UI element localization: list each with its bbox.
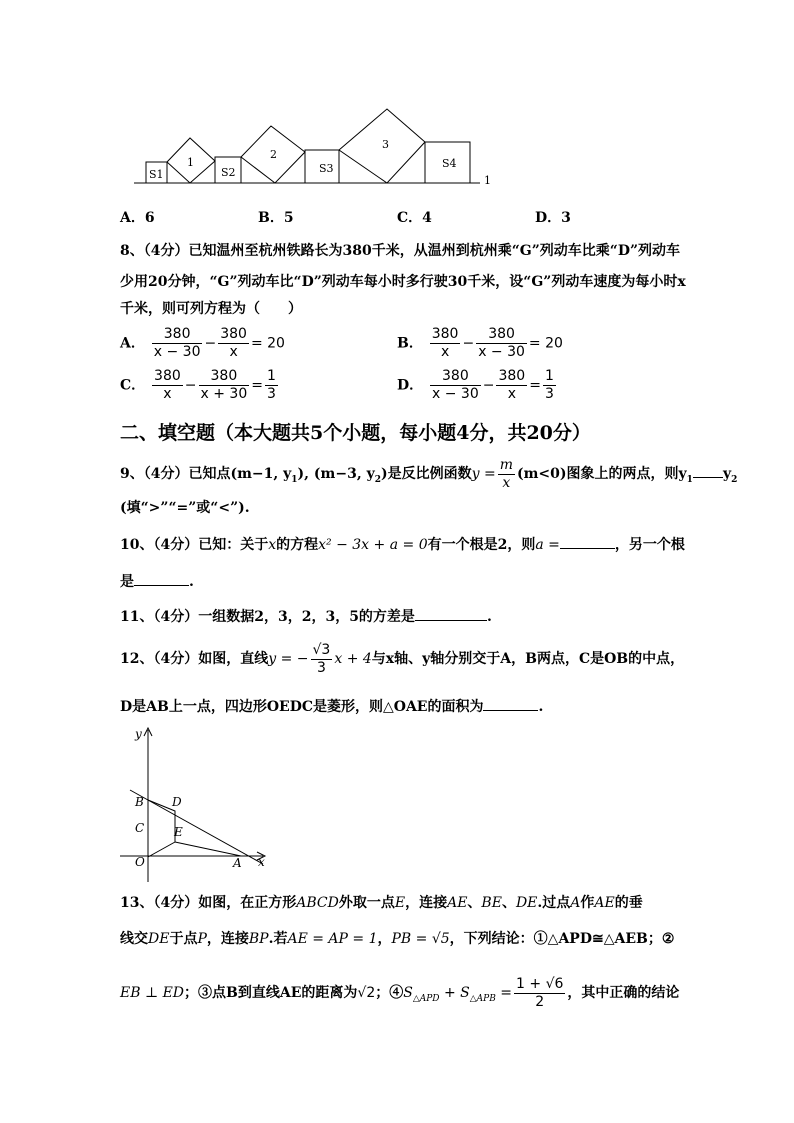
- axis-y-label: y: [135, 727, 142, 741]
- label-3: 3: [382, 138, 389, 151]
- q10-line2: 是 .: [120, 571, 194, 592]
- q9-line2: (填“>”“=”或“<”).: [120, 500, 250, 516]
- label-s3: S3: [319, 162, 334, 175]
- section-2-heading: 二、填空题（本大题共5个小题，每小题4分，共20分）: [120, 422, 591, 444]
- squares-figure: [120, 100, 520, 195]
- q10-blank-a[interactable]: [560, 534, 615, 549]
- point-o: O: [135, 855, 145, 869]
- q8-option-b[interactable]: B． $\frac{380}{x}$ − $\frac{380}{x - 30}$ = 20: [397, 326, 563, 360]
- point-d: D: [172, 795, 182, 809]
- q8-option-a[interactable]: A． $\frac{380}{x - 30}$ − $\frac{380}{x}$ = 20: [120, 326, 285, 360]
- q11: 11、（4分）一组数据2，3，2，3，5的方差是 .: [120, 606, 492, 627]
- q11-answer-blank[interactable]: [415, 606, 487, 621]
- q13-line3: EB ⊥ ED；③点B到直线AE的距离为√2；$④S_{\triangle APD} + S_{\triangle APB}$ = $\frac{1 + √6}{2}$ ，其中正确的结论: [120, 975, 680, 1010]
- point-c: C: [135, 821, 145, 835]
- q7-option-b[interactable]: B．5: [258, 210, 294, 226]
- q8-line1: 8、（4分）已知温州至杭州铁路长为380千米，从温州到杭州乘“G”列动车比乘“D”列动车: [120, 243, 681, 259]
- q8-line3: 千米，则可列方程为（ ）: [120, 301, 302, 317]
- q7-option-d[interactable]: D．3: [535, 210, 571, 226]
- label-1: 1: [187, 156, 194, 169]
- point-e: E: [174, 825, 183, 839]
- axis-x-label: x: [258, 855, 265, 869]
- q13-line2: 线交DE于点P，连接BP.若AE = AP = 1，PB = √5，下列结论：①△APD≅△AEB；②: [120, 931, 675, 947]
- q8-line2: 少用20分钟，“G”列动车比“D”列动车每小时多行驶30千米，设“G”列动车速度为每小时x: [120, 274, 686, 290]
- q8-option-d[interactable]: D． $\frac{380}{x - 30}$ − $\frac{380}{x}$ = $\frac{1}{3}$: [397, 368, 554, 402]
- label-s2: S2: [221, 166, 236, 179]
- point-b: B: [135, 795, 144, 809]
- label-2: 2: [270, 148, 277, 161]
- q13-line1: 13、（4分）如图，在正方形ABCD外取一点E，连接AE、BE、DE.过点A作AE的垂: [120, 895, 643, 911]
- q12-line1: 12、（4分）如图，直线y = − $\frac{√3}{3}$ x + 4与x轴、y轴分别交于A，B两点，C是OB的中点，: [120, 641, 685, 676]
- label-s1: S1: [149, 168, 164, 181]
- point-a: A: [233, 856, 242, 870]
- line-label-1: 1: [484, 174, 491, 187]
- q8-option-c[interactable]: C． $\frac{380}{x}$ − $\frac{380}{x + 30}$ = $\frac{1}{3}$: [120, 368, 276, 402]
- q7-option-c[interactable]: C．4: [397, 210, 432, 226]
- label-s4: S4: [442, 157, 457, 170]
- q12-answer-blank[interactable]: [483, 696, 538, 711]
- q12-line2: D是AB上一点，四边形OEDC是菱形，则△OAE的面积为 .: [120, 696, 543, 717]
- q9-answer-blank[interactable]: [693, 463, 723, 478]
- q9-line1: 9、（4分）已知点(m−1, $y_1$), (m−3, $y_2$)是反比例函数y = $\frac{m}{x}$ (m<0)图象上的两点，则$y_1$ $y_2$: [120, 456, 738, 491]
- q10-line1: 10、（4分）已知：关于x的方程x² − 3x + a = 0有一个根是2，则a = ，另一个根: [120, 534, 685, 555]
- q10-blank-root[interactable]: [134, 571, 189, 586]
- q7-option-a[interactable]: A．6: [120, 210, 155, 226]
- q12-graph: [118, 724, 278, 884]
